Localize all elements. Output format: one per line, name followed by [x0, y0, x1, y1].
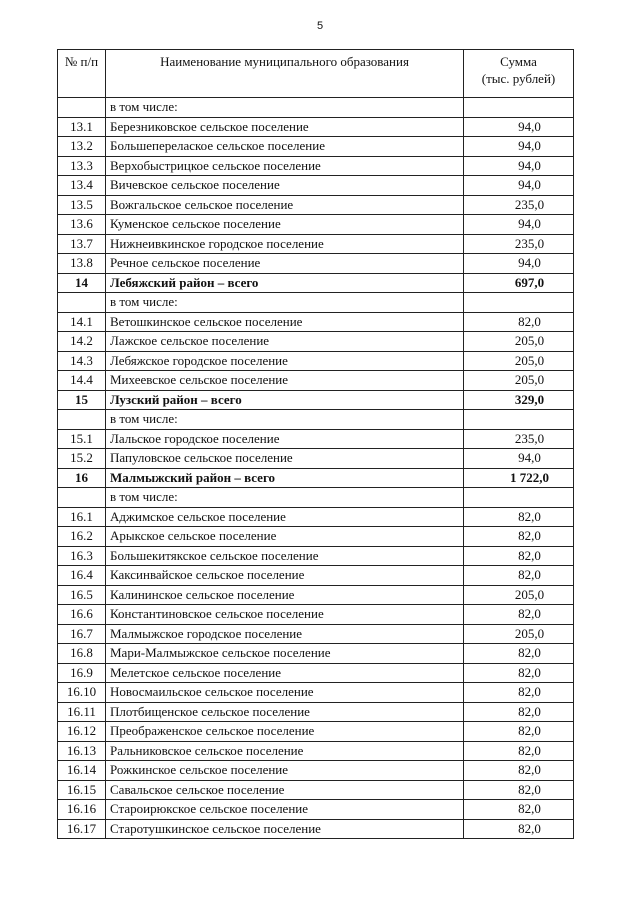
row-sum: 82,0: [464, 507, 574, 527]
subheading-row: [58, 293, 574, 313]
row-sum: 82,0: [464, 566, 574, 586]
table-row: [58, 527, 574, 547]
table-row: [58, 683, 574, 703]
row-sum: 329,0: [464, 390, 574, 410]
header-sum-line2: (тыс. рублей): [481, 71, 556, 86]
row-number: 13.6: [58, 215, 106, 235]
row-name: Березниковское сельское поселение: [106, 117, 464, 137]
row-sum: 94,0: [464, 156, 574, 176]
row-sum: 205,0: [464, 371, 574, 391]
row-sum: 235,0: [464, 195, 574, 215]
table-header-row: [58, 50, 574, 98]
table-row: [58, 156, 574, 176]
row-name: Лебяжское городское поселение: [106, 351, 464, 371]
row-number: [58, 410, 106, 430]
row-name: Рожкинское сельское поселение: [106, 761, 464, 781]
row-sum: 82,0: [464, 683, 574, 703]
row-number: 16.8: [58, 644, 106, 664]
row-name: в том числе:: [106, 410, 464, 430]
row-name: в том числе:: [106, 98, 464, 118]
table-row: [58, 644, 574, 664]
row-number: 14: [58, 273, 106, 293]
row-sum: 205,0: [464, 624, 574, 644]
row-name: Лузский район – всего: [106, 390, 464, 410]
table-row: [58, 117, 574, 137]
row-name: Речное сельское поселение: [106, 254, 464, 274]
row-number: 16.14: [58, 761, 106, 781]
row-name: Вожгальское сельское поселение: [106, 195, 464, 215]
row-number: 13.5: [58, 195, 106, 215]
row-number: [58, 488, 106, 508]
table-row: [58, 215, 574, 235]
table-row: [58, 234, 574, 254]
row-name: Лебяжский район – всего: [106, 273, 464, 293]
header-sum: [464, 50, 574, 98]
row-name: Михеевское сельское поселение: [106, 371, 464, 391]
row-sum: 82,0: [464, 312, 574, 332]
district-total-row: [58, 390, 574, 410]
row-number: 16.4: [58, 566, 106, 586]
row-name: Малмыжское городское поселение: [106, 624, 464, 644]
table-row: [58, 195, 574, 215]
row-sum: 82,0: [464, 702, 574, 722]
table-row: [58, 702, 574, 722]
row-sum: 82,0: [464, 546, 574, 566]
table-row: [58, 371, 574, 391]
row-sum: 205,0: [464, 332, 574, 352]
row-number: 16.17: [58, 819, 106, 839]
table-row: [58, 449, 574, 469]
row-sum: 82,0: [464, 800, 574, 820]
row-number: 14.1: [58, 312, 106, 332]
row-number: 15.1: [58, 429, 106, 449]
row-number: 16.13: [58, 741, 106, 761]
row-number: 14.4: [58, 371, 106, 391]
row-name: Большеперелаское сельское поселение: [106, 137, 464, 157]
table-row: [58, 761, 574, 781]
row-name: Преображенское сельское поселение: [106, 722, 464, 742]
row-name: Каксинвайское сельское поселение: [106, 566, 464, 586]
table-row: [58, 507, 574, 527]
row-sum: [464, 488, 574, 508]
row-number: 16.10: [58, 683, 106, 703]
row-sum: 94,0: [464, 449, 574, 469]
row-name: Мари-Малмыжское сельское поселение: [106, 644, 464, 664]
row-number: 16.6: [58, 605, 106, 625]
row-name: Лальское городское поселение: [106, 429, 464, 449]
row-name: Калининское сельское поселение: [106, 585, 464, 605]
row-name: Савальское сельское поселение: [106, 780, 464, 800]
row-number: 14.3: [58, 351, 106, 371]
row-sum: 94,0: [464, 117, 574, 137]
row-sum: 697,0: [464, 273, 574, 293]
table-row: [58, 624, 574, 644]
table-row: [58, 663, 574, 683]
row-sum: 82,0: [464, 819, 574, 839]
row-number: 16.9: [58, 663, 106, 683]
row-name: Арыкское сельское поселение: [106, 527, 464, 547]
table-row: [58, 137, 574, 157]
row-name: Верхобыстрицкое сельское поселение: [106, 156, 464, 176]
row-sum: 82,0: [464, 663, 574, 683]
row-number: 16.1: [58, 507, 106, 527]
row-number: [58, 98, 106, 118]
row-sum: 1 722,0: [464, 468, 574, 488]
row-number: 16.2: [58, 527, 106, 547]
row-name: Константиновское сельское поселение: [106, 605, 464, 625]
row-name: Большекитякское сельское поселение: [106, 546, 464, 566]
row-number: 16.3: [58, 546, 106, 566]
row-name: Ральниковское сельское поселение: [106, 741, 464, 761]
row-sum: 205,0: [464, 585, 574, 605]
row-name: Плотбищенское сельское поселение: [106, 702, 464, 722]
table-row: [58, 312, 574, 332]
row-sum: 94,0: [464, 254, 574, 274]
row-number: 16.7: [58, 624, 106, 644]
table-row: [58, 429, 574, 449]
table-row: [58, 585, 574, 605]
row-sum: 82,0: [464, 780, 574, 800]
row-sum: [464, 410, 574, 430]
row-name: Куменское сельское поселение: [106, 215, 464, 235]
table-row: [58, 254, 574, 274]
row-number: 13.8: [58, 254, 106, 274]
row-name: Нижнеивкинское городское поселение: [106, 234, 464, 254]
district-total-row: [58, 468, 574, 488]
table-row: [58, 741, 574, 761]
row-name: Аджимское сельское поселение: [106, 507, 464, 527]
row-sum: 235,0: [464, 234, 574, 254]
row-sum: 94,0: [464, 176, 574, 196]
row-name: Мелетское сельское поселение: [106, 663, 464, 683]
row-sum: 94,0: [464, 215, 574, 235]
row-sum: 82,0: [464, 722, 574, 742]
row-name: Ветошкинское сельское поселение: [106, 312, 464, 332]
subheading-row: [58, 98, 574, 118]
row-name: в том числе:: [106, 488, 464, 508]
row-name: Лажское сельское поселение: [106, 332, 464, 352]
table-row: [58, 800, 574, 820]
row-name: Новосмаильское сельское поселение: [106, 683, 464, 703]
row-number: 15.2: [58, 449, 106, 469]
header-name: Наименование муниципального образования: [106, 50, 464, 98]
table-row: [58, 546, 574, 566]
row-name: Вичевское сельское поселение: [106, 176, 464, 196]
row-name: в том числе:: [106, 293, 464, 313]
row-number: 16: [58, 468, 106, 488]
table-row: [58, 566, 574, 586]
table-row: [58, 722, 574, 742]
row-sum: [464, 98, 574, 118]
table-row: [58, 780, 574, 800]
row-sum: 205,0: [464, 351, 574, 371]
row-number: 13.4: [58, 176, 106, 196]
row-number: 13.3: [58, 156, 106, 176]
subheading-row: [58, 488, 574, 508]
row-sum: 82,0: [464, 644, 574, 664]
row-number: 13.1: [58, 117, 106, 137]
row-sum: 235,0: [464, 429, 574, 449]
row-number: 16.11: [58, 702, 106, 722]
row-number: 15: [58, 390, 106, 410]
table-body: [58, 98, 574, 839]
row-name: Малмыжский район – всего: [106, 468, 464, 488]
row-sum: 82,0: [464, 741, 574, 761]
row-sum: 82,0: [464, 605, 574, 625]
table-row: [58, 819, 574, 839]
table-row: [58, 332, 574, 352]
table-row: [58, 351, 574, 371]
row-number: 16.15: [58, 780, 106, 800]
row-number: 13.7: [58, 234, 106, 254]
table-row: [58, 176, 574, 196]
row-number: 13.2: [58, 137, 106, 157]
row-name: Староирюкское сельское поселение: [106, 800, 464, 820]
row-number: 16.16: [58, 800, 106, 820]
budget-table: [57, 49, 574, 839]
header-number: № п/п: [58, 50, 106, 98]
header-sum-line1: Сумма: [500, 54, 537, 69]
row-number: 16.5: [58, 585, 106, 605]
district-total-row: [58, 273, 574, 293]
subheading-row: [58, 410, 574, 430]
table-row: [58, 605, 574, 625]
row-sum: 82,0: [464, 761, 574, 781]
row-number: 16.12: [58, 722, 106, 742]
row-number: [58, 293, 106, 313]
row-name: Папуловское сельское поселение: [106, 449, 464, 469]
row-sum: 94,0: [464, 137, 574, 157]
row-name: Старотушкинское сельское поселение: [106, 819, 464, 839]
row-sum: 82,0: [464, 527, 574, 547]
row-number: 14.2: [58, 332, 106, 352]
page-number: 5: [316, 20, 324, 32]
row-sum: [464, 293, 574, 313]
